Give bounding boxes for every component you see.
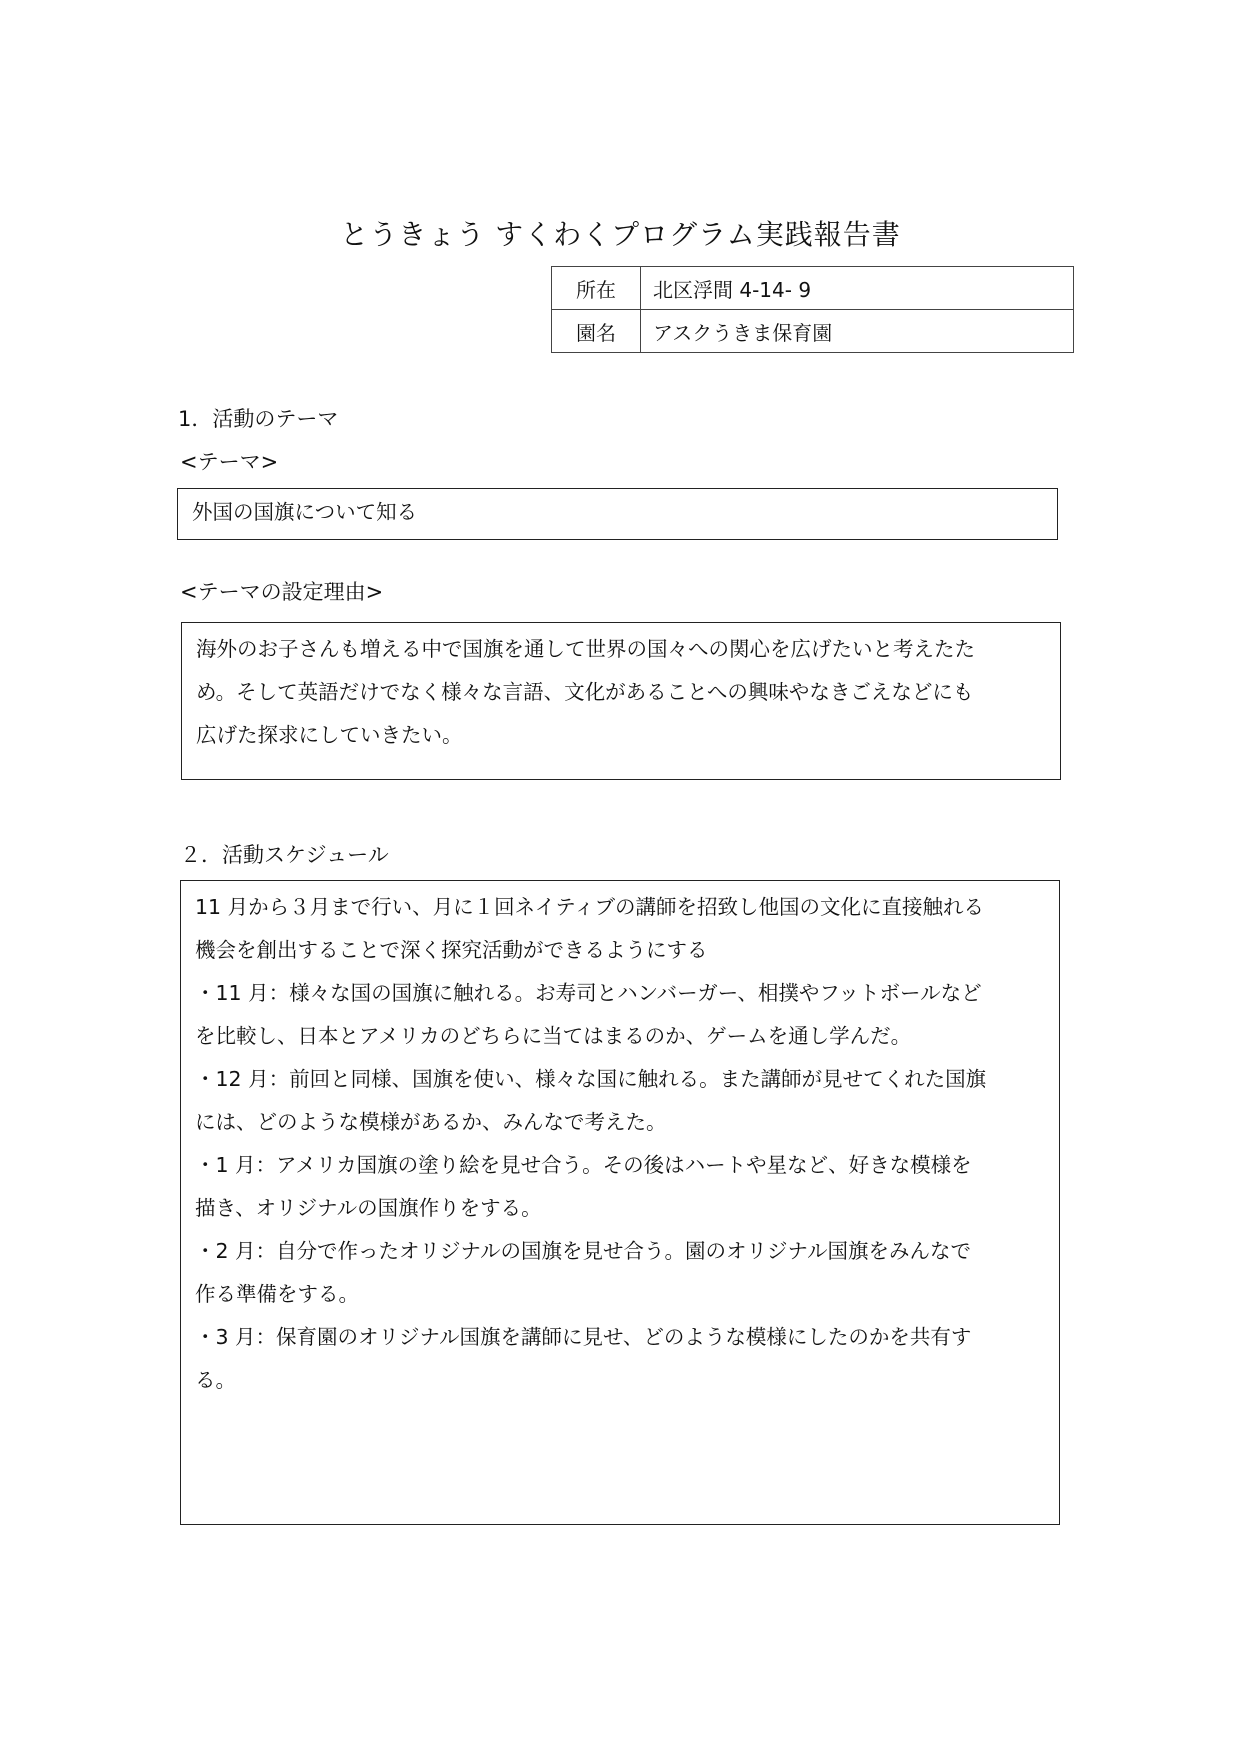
info-row-name bbox=[552, 310, 1074, 353]
name-value: アスクうきま保育園 bbox=[641, 310, 1074, 353]
section1-heading: 1．活動のテーマ bbox=[178, 407, 339, 431]
schedule-line: ・11 月：様々な国の国旗に触れる。お寿司とハンバーガー、相撲やフットボールなど bbox=[195, 981, 982, 1005]
schedule-line: 描き、オリジナルの国旗作りをする。 bbox=[195, 1196, 542, 1220]
location-value: 北区浮間 4-14- 9 bbox=[641, 267, 1074, 310]
schedule-line: ・2 月：自分で作ったオリジナルの国旗を見せ合う。園のオリジナル国旗をみんなで bbox=[195, 1239, 972, 1263]
schedule-line: 11 月から３月まで行い、月に１回ネイティブの講師を招致し他国の文化に直接触れる bbox=[195, 895, 985, 919]
section2-heading: ２．活動スケジュール bbox=[180, 843, 389, 867]
schedule-line: ・12 月：前回と同様、国旗を使い、様々な国に触れる。また講師が見せてくれた国旗 bbox=[195, 1067, 987, 1091]
reason-line: め。そして英語だけでなく様々な言語、文化があることへの興味やなきごえなどにも bbox=[196, 680, 974, 704]
reason-line: 広げた探求にしていきたい。 bbox=[196, 723, 463, 747]
schedule-line: には、どのような模様があるか、みんなで考えた。 bbox=[195, 1110, 667, 1134]
theme-label: <テーマ> bbox=[180, 450, 279, 474]
location-label: 所在 bbox=[552, 267, 641, 310]
reason-label: <テーマの設定理由> bbox=[180, 580, 384, 604]
schedule-line: 作る準備をする。 bbox=[195, 1282, 359, 1306]
reason-line: 海外のお子さんも増える中で国旗を通して世界の国々への関心を広げたいと考えたた bbox=[196, 637, 975, 661]
info-row-location bbox=[552, 267, 1074, 310]
schedule-line: る。 bbox=[195, 1368, 236, 1392]
theme-box bbox=[177, 488, 1058, 540]
info-table bbox=[551, 266, 1074, 353]
schedule-line: ・3 月：保育園のオリジナル国旗を講師に見せ、どのような模様にしたのかを共有す bbox=[195, 1325, 972, 1349]
document-title: とうきょう すくわくプログラム実践報告書 bbox=[340, 218, 901, 251]
reason-box bbox=[181, 622, 1061, 780]
schedule-box bbox=[180, 880, 1060, 1525]
name-label: 園名 bbox=[552, 310, 641, 353]
schedule-line: を比較し、日本とアメリカのどちらに当てはまるのか、ゲームを通し学んだ。 bbox=[195, 1024, 912, 1048]
theme-text: 外国の国旗について知る bbox=[192, 500, 418, 524]
schedule-line: ・1 月：アメリカ国旗の塗り絵を見せ合う。その後はハートや星など、好きな模様を bbox=[195, 1153, 972, 1177]
schedule-line: 機会を創出することで深く探究活動ができるようにする bbox=[195, 938, 708, 962]
